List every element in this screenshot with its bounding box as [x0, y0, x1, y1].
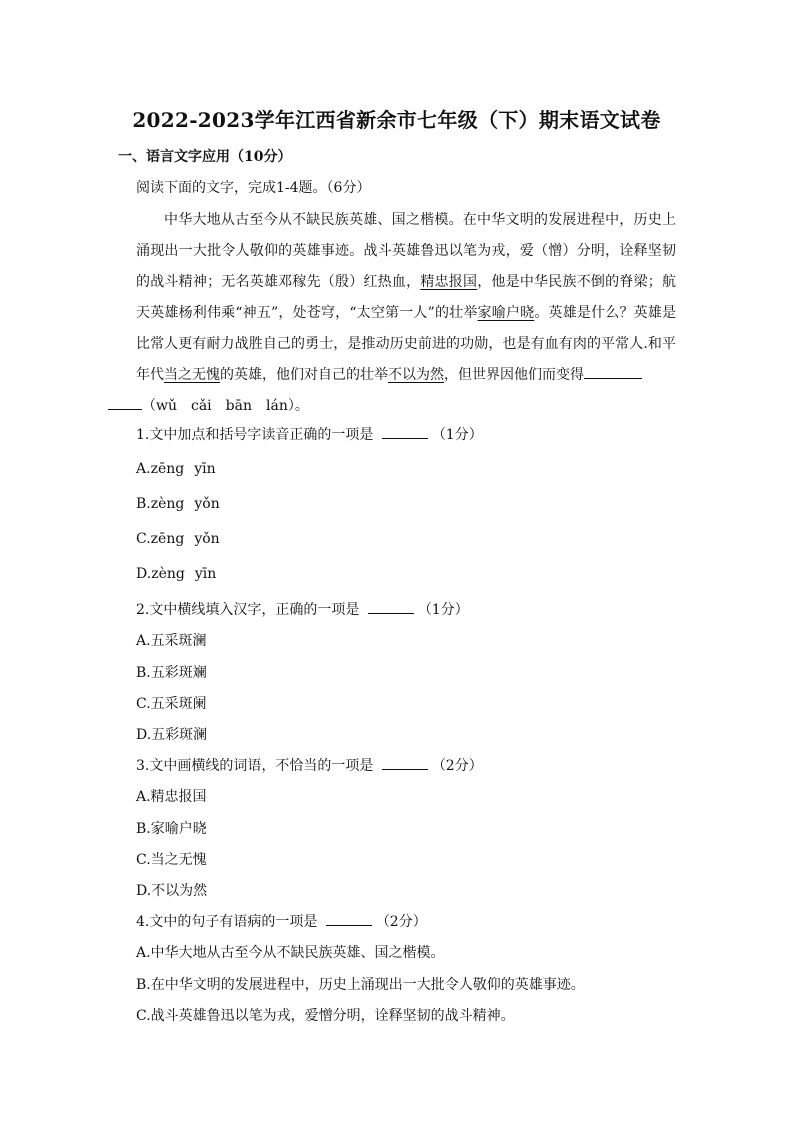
question-stem: 1.文中加点和括号字读音正确的一项是 （1分）: [136, 424, 483, 444]
answer-blank[interactable]: [584, 364, 642, 379]
reading-instruction: 阅读下面的文字，完成1-4题。（6分）: [136, 180, 371, 196]
question-stem: 2.文中横线填入汉字，正确的一项是 （1分）: [136, 599, 469, 619]
passage-text: 的英雄，他们对自己的壮举: [220, 367, 388, 383]
pinyin-hint: （wǔ cǎi bān lán）。: [142, 398, 309, 414]
answer-blank[interactable]: [368, 599, 414, 614]
passage-text: ，但世界因他们而变得: [444, 367, 584, 383]
answer-blank[interactable]: [382, 424, 428, 439]
option-a[interactable]: A.五采斑澜: [136, 633, 207, 649]
underlined-term: 精忠报国: [420, 274, 478, 290]
option-b[interactable]: B.五彩斑斓: [136, 665, 207, 681]
underlined-term: 当之无愧: [164, 367, 220, 383]
passage-text: 中华大地从古至今从不缺民族英雄、国之楷模。在中华文明的发展进程中，历史上涌现出一大批令人敬仰的英雄事迹。战斗英雄鲁迅以笔为戎，爱（憎）分明，诠释坚韧的战斗精神；无名英雄邓稼先（殷）红热血，: [136, 212, 676, 290]
exam-title: 2022-2023学年江西省新余市七年级（下）期末语文试卷: [132, 108, 661, 132]
passage-text: ，他是中华民族不倒的脊梁；航天英雄杨利伟乘“神五”，处苍穹，“太空第一人”的壮举: [136, 274, 677, 321]
option-d[interactable]: D.zèng yīn: [136, 566, 217, 582]
option-c[interactable]: C.zēng yǒn: [136, 531, 220, 547]
question-stem: 4.文中的句子有语病的一项是 （2分）: [136, 911, 427, 931]
answer-blank[interactable]: [382, 755, 428, 770]
option-a[interactable]: A.中华大地从古至今从不缺民族英雄、国之楷模。: [136, 945, 445, 961]
option-b[interactable]: B.家喻户晓: [136, 821, 207, 837]
answer-blank[interactable]: [108, 395, 142, 410]
option-b[interactable]: B.在中华文明的发展进程中，历史上涌现出一大批令人敬仰的英雄事迹。: [136, 977, 585, 993]
underlined-term: 不以为然: [388, 367, 444, 383]
option-d[interactable]: D.不以为然: [136, 883, 208, 899]
underlined-term: 家喻户晓: [477, 305, 535, 321]
question-stem: 3.文中画横线的词语，不恰当的一项是 （2分）: [136, 755, 483, 775]
option-a[interactable]: A.zēng yīn: [136, 461, 216, 477]
option-b[interactable]: B.zèng yǒn: [136, 496, 220, 512]
reading-passage: [136, 205, 676, 422]
option-a[interactable]: A.精忠报国: [136, 789, 207, 805]
option-d[interactable]: D.五彩斑澜: [136, 727, 208, 743]
option-c[interactable]: C.战斗英雄鲁迅以笔为戎，爱憎分明，诠释坚韧的战斗精神。: [136, 1008, 515, 1024]
passage-text: 。英雄是什么？英雄是比常人更有耐力战胜自己的勇士，是推动历史前进的功勋，也是有血有肉的平常人.和平年代: [136, 305, 677, 383]
option-c[interactable]: C.五采斑阑: [136, 696, 207, 712]
option-c[interactable]: C.当之无愧: [136, 852, 207, 868]
answer-blank[interactable]: [326, 911, 372, 926]
section-heading: 一、语言文字应用（10分）: [118, 149, 292, 165]
